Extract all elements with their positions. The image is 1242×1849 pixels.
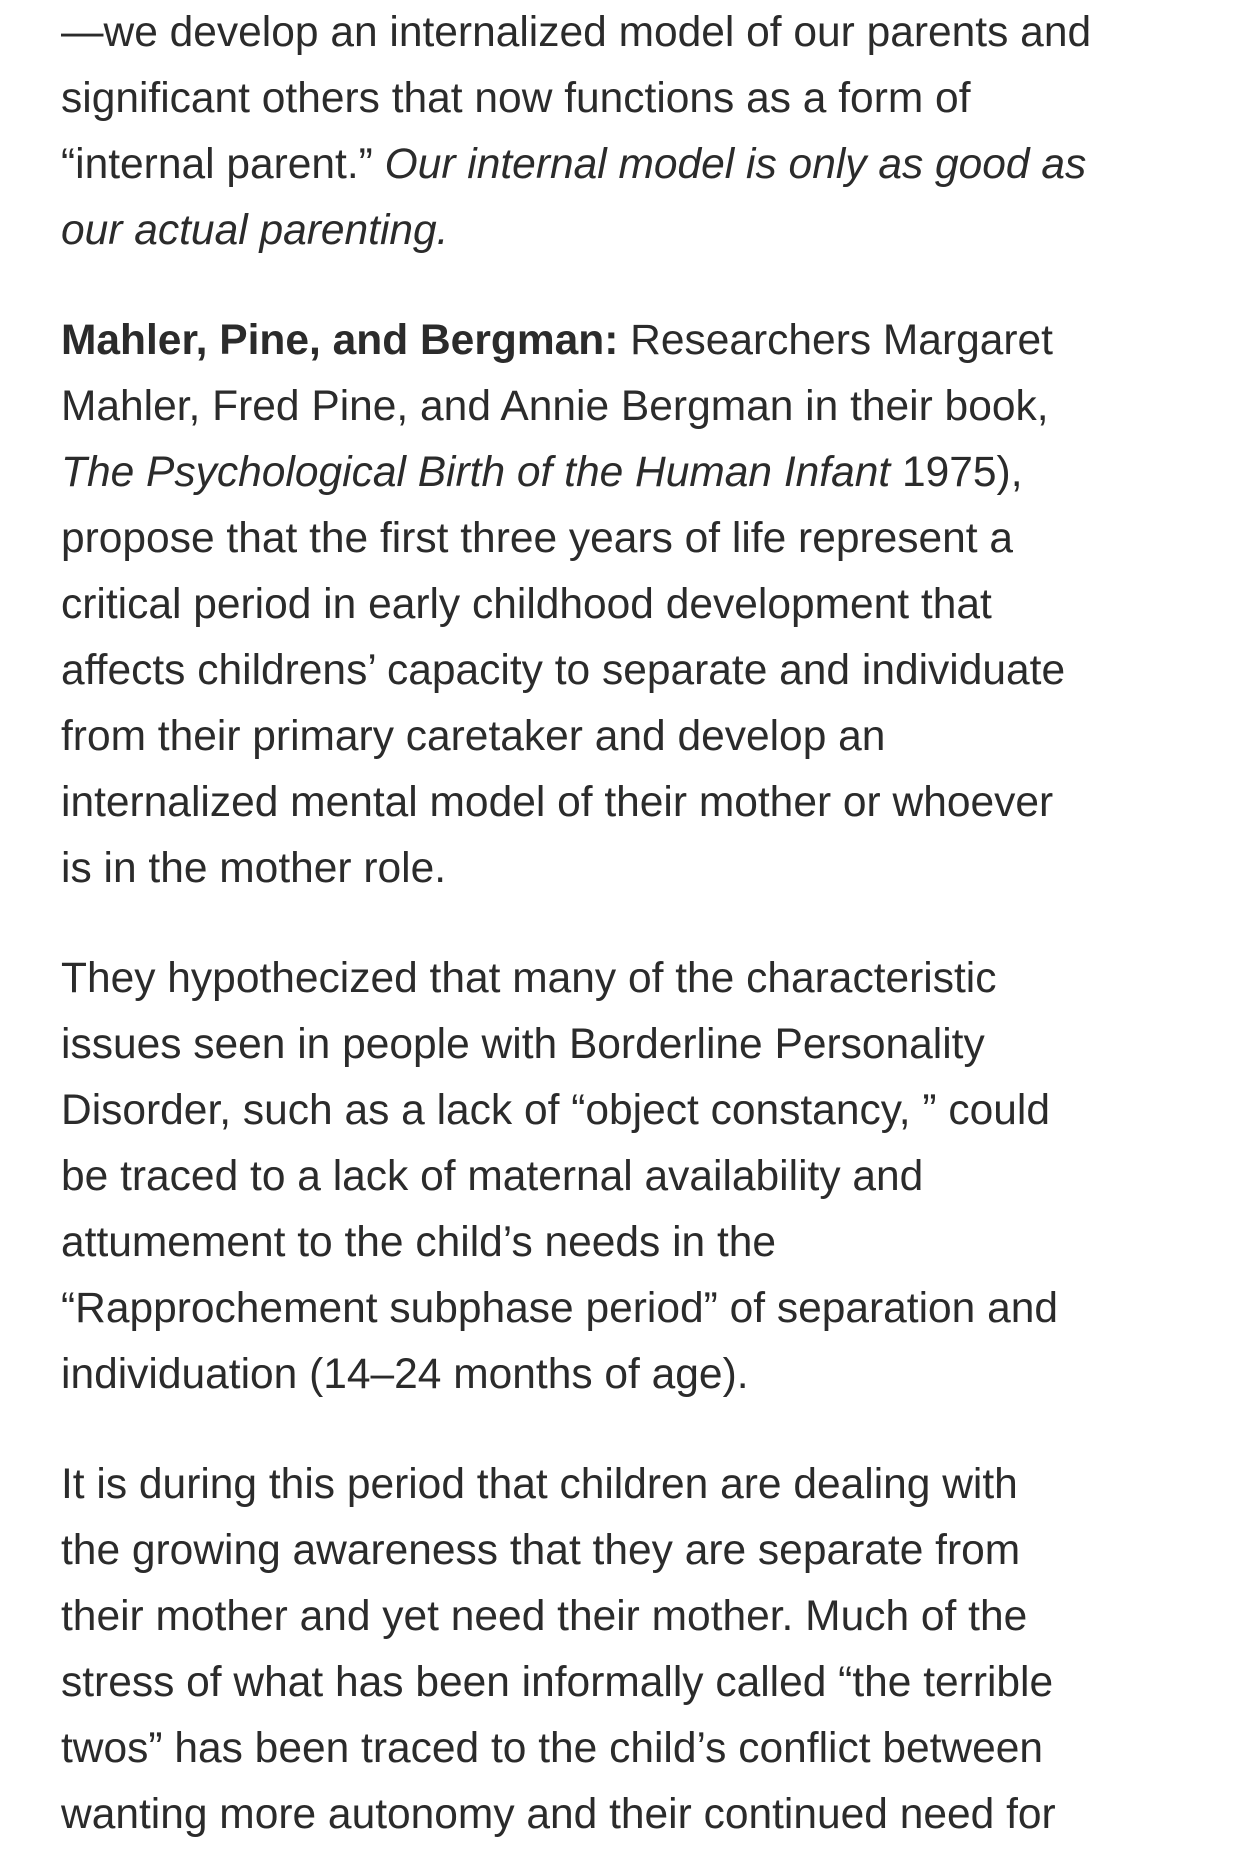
text-line [61,1452,1201,1518]
text-segment: internalized mental model of their mother or whoever [61,779,1054,826]
text-segment: —we develop an internalized model of our parents and [61,9,1092,56]
paragraph [61,1452,1201,1848]
text-line [61,374,1201,440]
paragraph [61,946,1201,1408]
paragraph [61,0,1201,264]
text-line [61,770,1201,836]
text-line [61,946,1201,1012]
paragraph-spacer [61,1408,1201,1452]
text-line [61,198,1201,264]
text-segment: significant others that now functions as a form of [61,75,971,122]
text-segment: from their primary caretaker and develop an [61,713,886,760]
paragraph [61,308,1201,902]
text-segment: stress of what has been informally called “the terrible [61,1659,1054,1706]
text-segment: twos” has been traced to the child’s conflict between [61,1725,1044,1772]
text-line [61,1342,1201,1408]
text-segment: “Rapprochement subphase period” of separation and [61,1285,1059,1332]
text-segment: issues seen in people with Borderline Personality [61,1021,985,1068]
text-line [61,1518,1201,1584]
text-segment: They hypothecized that many of the characteristic [61,955,997,1002]
text-segment: be traced to a lack of maternal availability and [61,1153,924,1200]
text-line [61,1782,1201,1848]
text-segment: Mahler, Fred Pine, and Annie Bergman in their book, [61,383,1049,430]
text-segment: affects childrens’ capacity to separate and individuate [61,647,1066,694]
text-segment: wanting more autonomy and their continued need for [61,1791,1056,1838]
text-line [61,0,1201,66]
italic-text: The Psychological Birth of the Human Infant [61,449,891,496]
text-segment: Researchers Margaret [618,317,1053,364]
text-segment: their mother and yet need their mother. Much of the [61,1593,1028,1640]
text-line [61,1144,1201,1210]
text-line [61,1650,1201,1716]
text-line [61,506,1201,572]
text-line [61,1078,1201,1144]
italic-text: Our internal model is only as good as [384,141,1087,188]
text-line [61,1716,1201,1782]
text-line [61,572,1201,638]
text-line [61,1584,1201,1650]
text-segment: 1975), [890,449,1023,496]
italic-text: our actual parenting. [61,207,449,254]
text-line [61,1276,1201,1342]
article-body [61,0,1201,1848]
text-segment: is in the mother role. [61,845,447,892]
text-segment: propose that the first three years of life represent a [61,515,1014,562]
text-line [61,440,1201,506]
text-segment: “internal parent.” [61,141,385,188]
text-line [61,836,1201,902]
text-line [61,638,1201,704]
text-line [61,308,1201,374]
bold-text: Mahler, Pine, and Bergman: [61,317,619,364]
text-segment: the growing awareness that they are separate from [61,1527,1021,1574]
text-segment: individuation (14–24 months of age). [61,1351,749,1398]
text-segment: It is during this period that children are dealing with [61,1461,1018,1508]
paragraph-spacer [61,902,1201,946]
text-segment: Disorder, such as a lack of “object constancy, ” could [61,1087,1050,1134]
text-line [61,132,1201,198]
text-line [61,1210,1201,1276]
text-line [61,1012,1201,1078]
text-line [61,66,1201,132]
text-line [61,704,1201,770]
text-segment: attumement to the child’s needs in the [61,1219,777,1266]
paragraph-spacer [61,264,1201,308]
text-segment: critical period in early childhood development that [61,581,992,628]
